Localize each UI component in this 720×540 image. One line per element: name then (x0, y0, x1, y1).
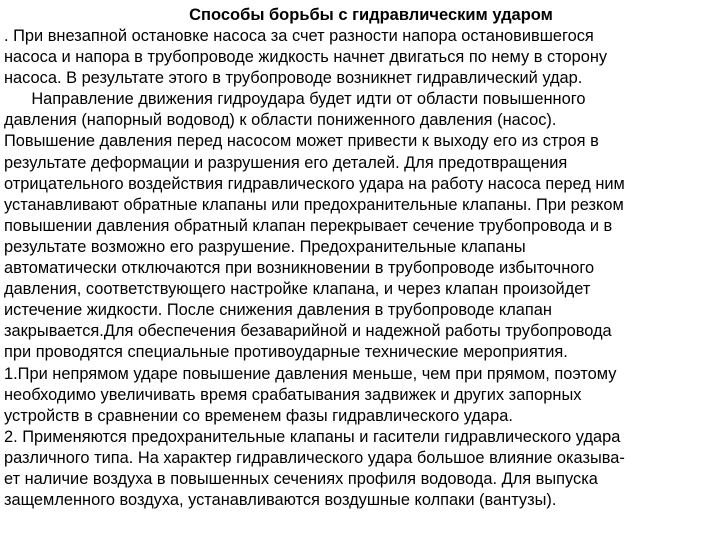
text-line: насоса и напора в трубопроводе жидкость начнет двигаться по нему в сторону (4, 48, 608, 67)
text-line: давления, соответствующего настройке клапана, и через клапан произойдет (4, 280, 591, 299)
text-line: Повышение давления перед насосом может привести к выходу его из строя в (4, 132, 599, 151)
text-line: при проводятся специальные противоударные технические мероприятия. (4, 343, 568, 362)
text-line: давления (напорный водовод) к области пониженного давления (насос). (4, 111, 557, 130)
body-text (4, 26, 716, 511)
page-title: Способы борьбы с гидравлическим ударом (189, 6, 553, 24)
text-line: ет наличие воздуха в повышенных сечениях профиля водовода. Для выпуска (4, 469, 598, 488)
text-line: 1.При непрямом ударе повышение давления меньше, чем при прямом, поэтому (4, 364, 617, 383)
text-line: результате деформации и разрушения его деталей. Для предотвращения (4, 153, 568, 172)
text-line: насоса. В результате этого в трубопроводе возникнет гидравлический удар. (4, 69, 583, 88)
text-line: устанавливают обратные клапаны или предохранительные клапаны. При резком (4, 195, 624, 214)
text-line: закрывается.Для обеспечения безаварийной и надежной работы трубопровода (4, 322, 612, 341)
text-line: различного типа. На характер гидравлического удара большое влияние оказыва- (4, 448, 625, 467)
text-line: необходимо увеличивать время срабатывания задвижек и других запорных (4, 385, 582, 404)
text-line: истечение жидкости. После снижения давления в трубопроводе клапан (4, 301, 552, 320)
text-line: устройств в сравнении со временем фазы гидравлического удара. (4, 406, 513, 425)
text-line: Направление движения гидроудара будет идти от области повышенного (4, 90, 586, 109)
text-line: . При внезапной остановке насоса за счет разности напора остановившегося (4, 27, 594, 45)
text-line: 2. Применяются предохранительные клапаны и гасители гидравлического удара (4, 427, 621, 446)
text-line: автоматически отключаются при возникновении в трубопроводе избыточного (4, 259, 595, 278)
text-line: результате возможно его разрушение. Предохранительные клапаны (4, 237, 526, 256)
text-line: защемленного воздуха, устанавливаются воздушные колпаки (вантузы). (4, 491, 557, 510)
text-line: повышении давления обратный клапан перекрывает сечение трубопровода и в (4, 216, 613, 235)
text-line: отрицательного воздействия гидравлического удара на работу насоса перед ним (4, 174, 625, 193)
